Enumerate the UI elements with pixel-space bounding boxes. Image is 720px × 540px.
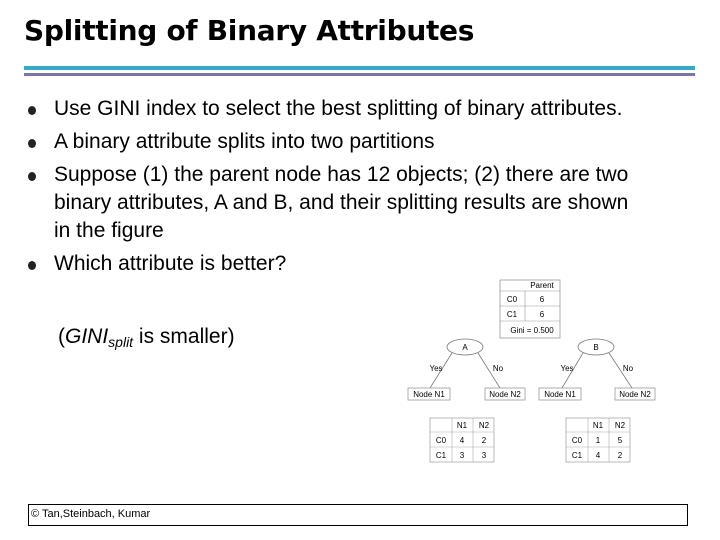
title-divider-bottom — [24, 73, 695, 76]
tree-b — [539, 339, 655, 462]
parent-header: Parent — [530, 281, 554, 290]
gini-note: ($GINI_{split}$ is smaller) — [58, 325, 235, 350]
node-n2-a: Node N2 — [489, 390, 521, 399]
table-a-cell: 2 — [481, 436, 487, 445]
tree-a — [408, 339, 525, 462]
table-b-cell: 5 — [617, 436, 623, 445]
table-a-cell: 4 — [459, 436, 465, 445]
node-n1-a: Node N1 — [413, 390, 445, 399]
table-b-cell: 4 — [595, 451, 601, 460]
bullet-icon — [28, 106, 36, 115]
parent-c1: C1 — [506, 310, 518, 319]
bullet-item: Which attribute is better? — [28, 250, 648, 278]
table-b-row-c1: C1 — [571, 451, 583, 460]
table-a-cell: 3 — [481, 451, 487, 460]
table-b-col-n1: N1 — [592, 421, 604, 430]
branch-no-a: No — [492, 364, 504, 373]
table-a-cell: 3 — [459, 451, 465, 460]
bullet-item: Suppose (1) the parent node has 12 objects; (2) there are two binary attributes, A and B, and their splitting results are shown in the figure — [28, 161, 639, 245]
parent-c0: C0 — [506, 295, 518, 304]
table-a-row-c0: C0 — [435, 436, 447, 445]
table-b-cell: 1 — [595, 436, 601, 445]
node-n2-b: Node N2 — [619, 390, 651, 399]
branch-yes-a: Yes — [429, 364, 443, 373]
node-a-label: A — [462, 343, 468, 352]
table-b-col-n2: N2 — [614, 421, 626, 430]
table-a-col-n1: N1 — [456, 421, 468, 430]
parent-gini: Gini = 0.500 — [510, 326, 554, 335]
bullet-icon — [28, 261, 36, 270]
bullet-icon — [28, 172, 36, 181]
parent-table — [500, 280, 560, 338]
footer-copyright: © Tan,Steinbach, Kumar — [28, 504, 688, 526]
bullet-item: Use GINI index to select the best splitting of binary attributes. — [28, 95, 648, 123]
bullet-item: A binary attribute splits into two partitions — [28, 128, 648, 156]
split-figure — [400, 276, 670, 466]
table-a-row-c1: C1 — [435, 451, 447, 460]
title-divider-top — [24, 66, 695, 70]
bullet-list — [28, 95, 648, 283]
parent-c1-count: 6 — [539, 310, 545, 319]
branch-yes-b: Yes — [560, 364, 574, 373]
table-a-col-n2: N2 — [478, 421, 490, 430]
node-b-label: B — [593, 343, 599, 352]
table-b-cell: 2 — [617, 451, 623, 460]
slide-title: Splitting of Binary Attributes — [24, 14, 475, 47]
parent-c0-count: 6 — [539, 295, 545, 304]
table-b-row-c0: C0 — [571, 436, 583, 445]
bullet-icon — [28, 139, 36, 148]
branch-no-b: No — [622, 364, 634, 373]
node-n1-b: Node N1 — [544, 390, 576, 399]
